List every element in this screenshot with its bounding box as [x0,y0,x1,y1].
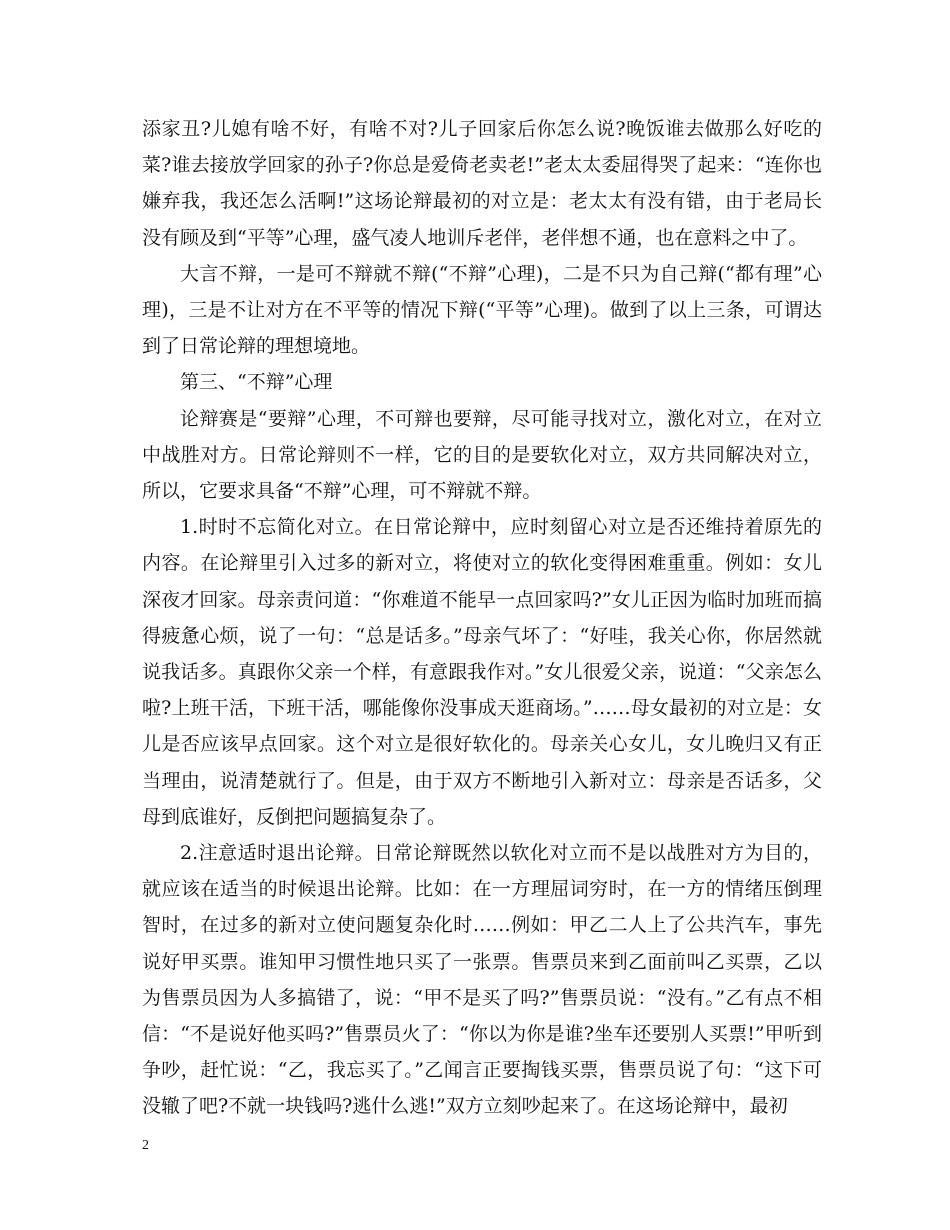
paragraph-1: 添家丑?儿媳有啥不好，有啥不对?儿子回家后你怎么说?晚饭谁去做那么好吃的菜?谁去接放学回家的孙子?你总是爱倚老卖老!”老太太委屈得哭了起来：“连你也嫌弃我，我还怎么活啊!”这场论辩最初的对立是：老太太有没有错，由于老局长没有顾及到“平等”心理，盛气凌人地训斥老伴，老伴想不通，也在意料之中了。 [142,118,822,249]
section-heading: 第三、“不辩”心理 [180,371,333,394]
paragraph-5: 2.注意适时退出论辩。日常论辩既然以软化对立而不是以战胜对方为目的，就应该在适当的时候退出论辩。比如：在一方理屈词穷时，在一方的情绪压倒理智时，在过多的新对立使问题复杂化时……例如：甲乙二人上了公共汽车，事先说好甲买票。谁知甲习惯性地只买了一张票。售票员来到乙面前叫乙买票，乙以为售票员因为人多搞错了，说：“甲不是买了吗?”售票员说：“没有。”乙有点不相信：“不是说好他买吗?”售票员火了：“你以为你是谁?坐车还要别人买票!”甲听到争吵，赶忙说：“乙，我忘买了。”乙闻言正要掏钱买票，售票员说了句：“这下可没辙了吧?不就一块钱吗?逃什么逃!”双方立刻吵起来了。在这场论辩中，最初 [142,842,822,1118]
paragraph-4: 1.时时不忘简化对立。在日常论辩中，应时刻留心对立是否还维持着原先的内容。在论辩里引入过多的新对立，将使对立的软化变得困难重重。例如：女儿深夜才回家。母亲责问道：“你难道不能早一点回家吗?”女儿正因为临时加班而搞得疲惫心烦，说了一句：“总是话多。”母亲气坏了：“好哇，我关心你，你居然就说我话多。真跟你父亲一个样，有意跟我作对。”女儿很爱父亲，说道：“父亲怎么啦?上班干活，下班干活，哪能像你没事成天逛商场。”……母女最初的对立是：女儿是否应该早点回家。这个对立是很好软化的。母亲关心女儿，女儿晚归又有正当理由，说清楚就行了。但是，由于双方不断地引入新对立：母亲是否话多，父母到底谁好，反倒把问题搞复杂了。 [142,516,822,828]
paragraph-3: 论辩赛是“要辩”心理，不可辩也要辩，尽可能寻找对立，激化对立，在对立中战胜对方。日常论辩则不一样，它的目的是要软化对立，双方共同解决对立，所以，它要求具备“不辩”心理，可不辩就不辩。 [142,407,822,503]
paragraph-2: 大言不辩，一是可不辩就不辩(“不辩”心理)，二是不只为自己辩(“都有理”心理)，三是不让对方在不平等的情况下辩(“平等”心理)。做到了以上三条，可谓达到了日常论辩的理想境地。 [142,262,822,358]
page-number: 2 [142,1138,149,1153]
document-body [142,111,822,1125]
